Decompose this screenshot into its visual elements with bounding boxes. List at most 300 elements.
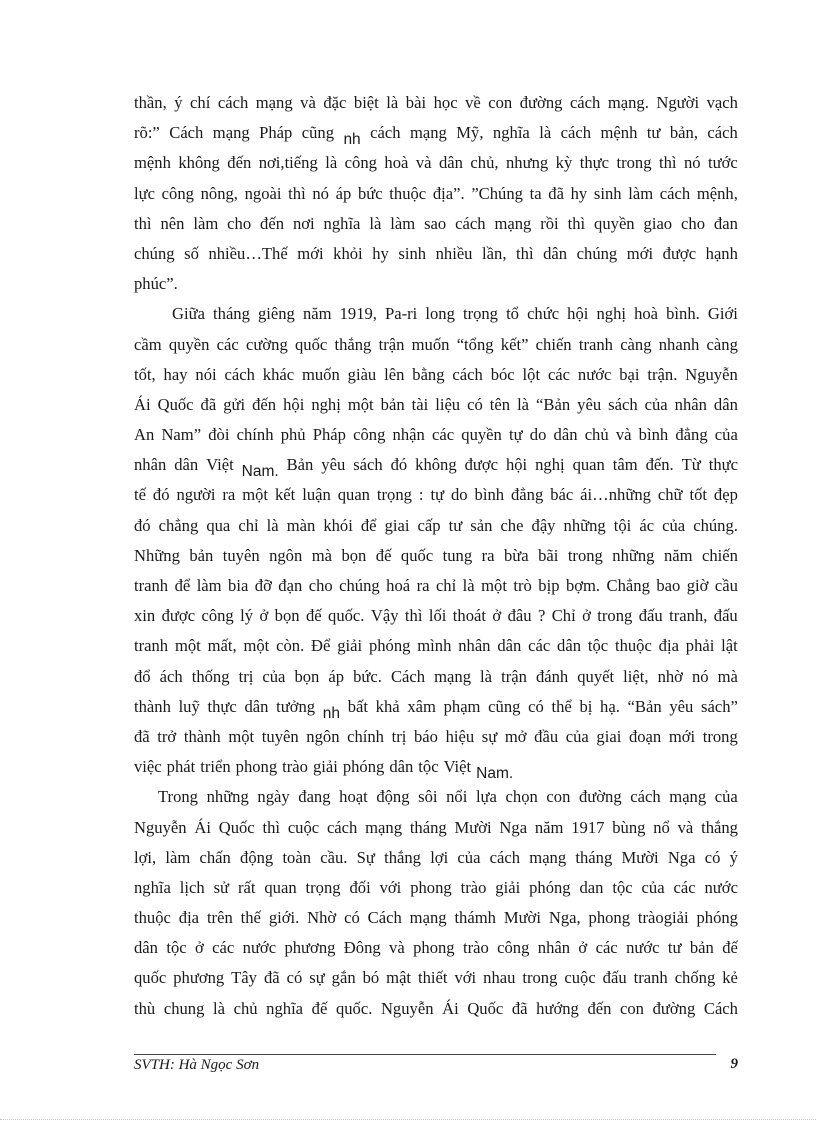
word: gắn xyxy=(331,968,356,988)
word: cuộc xyxy=(564,968,596,988)
word: nơi xyxy=(292,213,315,233)
word: cách xyxy=(370,123,401,143)
word: nên xyxy=(160,213,185,233)
word: quan xyxy=(337,485,370,505)
word: đường xyxy=(578,787,622,807)
word: thuộc xyxy=(389,183,427,203)
word: dân xyxy=(244,696,269,716)
word: ? xyxy=(537,606,546,626)
word: ý xyxy=(729,847,738,867)
footer-author: SVTH: Hà Ngọc Sơn xyxy=(134,1057,260,1073)
word: tự xyxy=(430,485,445,505)
word: phong xyxy=(235,757,278,777)
word: cầm xyxy=(134,334,162,354)
word: nhân xyxy=(134,455,167,475)
word: Người xyxy=(656,93,700,112)
word: sự xyxy=(309,968,325,988)
word: ở xyxy=(582,606,591,626)
word: bừa xyxy=(503,545,529,565)
word: không xyxy=(415,455,457,475)
word: bọn xyxy=(341,545,367,565)
word: xin xyxy=(134,606,156,626)
word: con xyxy=(546,787,571,807)
word: tuyên xyxy=(261,726,299,746)
word: mở xyxy=(504,726,527,746)
word: mạng xyxy=(409,908,447,928)
word: thì xyxy=(404,606,423,626)
word: Để xyxy=(311,636,331,656)
word: tuyên xyxy=(222,545,260,565)
word: đến. xyxy=(645,455,674,475)
word: áp xyxy=(335,183,352,203)
word: cuộc xyxy=(287,817,320,837)
word: Nguyễn xyxy=(134,817,187,837)
word: mất, xyxy=(207,636,237,656)
word: bằng xyxy=(412,364,445,384)
word: trong xyxy=(567,545,603,565)
word: phúc”. xyxy=(134,274,178,294)
word: nhiều…Thế xyxy=(208,243,288,263)
word: chức xyxy=(527,304,560,324)
text-line xyxy=(134,299,738,329)
word: ra xyxy=(416,576,430,595)
word: toàn xyxy=(282,847,312,867)
word: phóng xyxy=(696,908,738,928)
word: hội xyxy=(505,455,528,475)
word: chủ xyxy=(233,998,258,1018)
word: Ái xyxy=(134,394,151,414)
word: Nguyễn xyxy=(380,998,434,1018)
word: lên xyxy=(384,364,405,384)
word: quốc xyxy=(400,545,434,565)
word: sôi xyxy=(418,787,438,807)
word: một xyxy=(481,576,507,595)
word: một xyxy=(174,636,201,656)
text-line xyxy=(134,963,738,993)
word: đẹp xyxy=(713,485,738,505)
word: nổ xyxy=(653,817,670,837)
word: yêu xyxy=(321,455,346,475)
text-line xyxy=(134,752,738,782)
word: một xyxy=(347,394,374,414)
word: bình xyxy=(474,485,505,505)
word: hội xyxy=(283,394,305,414)
word: tư xyxy=(667,938,682,958)
word: dân xyxy=(543,243,568,263)
word: rất xyxy=(237,877,256,897)
word: chủ, xyxy=(470,153,499,173)
word: một xyxy=(243,636,270,656)
word: tế xyxy=(134,485,146,505)
word: ngôn xyxy=(306,726,340,746)
word: mạng xyxy=(669,787,707,807)
page-border-dotted xyxy=(0,1119,816,1120)
word: đến xyxy=(260,213,285,233)
word: quyền xyxy=(594,213,635,233)
word: thể xyxy=(551,696,572,716)
text-line xyxy=(134,480,738,510)
text-line xyxy=(134,722,738,752)
word: ngôn xyxy=(269,545,303,565)
word: tốt xyxy=(689,485,707,505)
word: bùng xyxy=(612,817,646,837)
text-line xyxy=(134,239,738,269)
word: hạnh xyxy=(705,243,738,263)
word: tổ xyxy=(506,304,519,324)
word: 1917 xyxy=(571,817,605,837)
word: những xyxy=(563,515,606,535)
word: mạng. xyxy=(607,93,649,112)
word: chỉ xyxy=(238,515,259,535)
word: Giữa xyxy=(172,304,205,324)
word: nhờ xyxy=(657,666,683,686)
word: càng xyxy=(620,334,652,354)
word: phủ xyxy=(280,425,306,445)
word: kỳ xyxy=(555,153,573,173)
word: sinh xyxy=(398,243,427,263)
word: báo xyxy=(413,726,438,746)
word: là xyxy=(517,394,530,414)
word: yêu xyxy=(577,394,602,414)
word: quốc. xyxy=(335,998,373,1018)
word: phương xyxy=(173,968,225,988)
word: về xyxy=(465,93,481,112)
word: thiết xyxy=(418,968,448,988)
word: đầu xyxy=(534,726,559,746)
word: nhân xyxy=(674,394,707,414)
word: Cách xyxy=(169,123,204,143)
word: đó xyxy=(152,485,170,505)
word: các xyxy=(547,364,571,384)
word: các xyxy=(595,938,618,958)
word: hạ. xyxy=(600,696,620,716)
word: của xyxy=(641,877,665,897)
word: ra xyxy=(222,485,236,505)
word: cách xyxy=(224,364,255,384)
word: hoà xyxy=(634,304,659,324)
word: cách xyxy=(630,787,661,807)
word: trọng xyxy=(305,877,341,897)
word: giai xyxy=(384,515,410,535)
word: Nam. xyxy=(241,463,279,481)
word: vạch xyxy=(706,93,738,112)
word: Quốc xyxy=(467,998,504,1018)
word: Mỹ, xyxy=(456,123,484,143)
word: của xyxy=(662,515,686,535)
word: trên xyxy=(206,908,233,928)
word: dân xyxy=(713,394,738,414)
text-line xyxy=(134,360,738,390)
word: chấn xyxy=(199,847,231,867)
word: đó xyxy=(134,515,151,535)
word: bia xyxy=(228,576,249,595)
word: những xyxy=(612,545,655,565)
word: đặc xyxy=(323,93,347,112)
word: phương xyxy=(284,938,336,958)
word: cách xyxy=(707,123,738,143)
word: các xyxy=(528,636,551,656)
word: ở xyxy=(578,938,588,958)
word: tung xyxy=(442,545,473,565)
word: của xyxy=(714,425,738,445)
word: trào xyxy=(462,938,489,958)
word: là xyxy=(369,213,382,233)
word: Nguyễn xyxy=(685,364,738,384)
word: Mười xyxy=(454,817,492,837)
word: động xyxy=(376,787,410,807)
word: Nga xyxy=(667,847,696,867)
word: việc xyxy=(134,757,162,777)
text-line xyxy=(134,813,738,843)
word: Cách xyxy=(703,998,738,1018)
word: 1919, xyxy=(339,304,377,324)
word: An xyxy=(134,425,155,445)
word: liệt, xyxy=(623,666,649,686)
word: nghị xyxy=(596,304,626,324)
word: Bản xyxy=(286,455,314,475)
word: có xyxy=(467,394,483,414)
word: bất xyxy=(347,696,368,716)
word: chúng xyxy=(576,243,618,263)
word: tranh xyxy=(134,576,169,595)
word: giải xyxy=(337,636,363,656)
word: phải xyxy=(685,636,715,656)
word: sách xyxy=(353,455,383,475)
word: bó xyxy=(362,968,380,988)
word: dân xyxy=(497,636,522,656)
word: ách xyxy=(159,666,183,686)
word: mệnh, xyxy=(696,183,738,203)
word: công xyxy=(344,153,377,173)
word: cho xyxy=(308,576,333,595)
word: thì xyxy=(288,183,306,203)
word: có xyxy=(704,847,721,867)
word: Ái xyxy=(194,817,211,837)
word: một xyxy=(228,726,255,746)
footer-divider xyxy=(134,1054,716,1055)
word: cấp xyxy=(417,515,441,535)
word: một xyxy=(242,485,269,505)
word: lợi, xyxy=(134,847,157,867)
word: trọng xyxy=(462,304,498,324)
word: “Bản xyxy=(536,394,571,414)
word: mạng xyxy=(212,123,250,143)
word: tộc xyxy=(418,757,439,777)
word: giải xyxy=(312,757,338,777)
word: nhân xyxy=(458,636,491,656)
word: tranh, xyxy=(669,606,708,626)
word: với xyxy=(379,877,402,897)
word: đã xyxy=(263,968,280,988)
word: đậy xyxy=(531,515,556,535)
word: lý xyxy=(240,606,254,626)
word: Nam. xyxy=(476,765,514,783)
word: địa xyxy=(178,908,200,928)
word: lần, xyxy=(482,243,507,263)
word: thành xyxy=(134,696,171,716)
word: Chỉ xyxy=(551,606,576,626)
body-text xyxy=(134,88,738,1024)
word: thần, xyxy=(134,93,167,112)
word: mạng xyxy=(409,123,447,143)
word: Cách xyxy=(367,908,402,928)
word: đạn xyxy=(278,576,303,595)
word: các xyxy=(216,334,239,354)
word: tháng xyxy=(213,304,250,324)
word: tốt, xyxy=(134,364,156,384)
word: tộc xyxy=(166,938,187,958)
word: nó xyxy=(683,153,701,173)
word: và xyxy=(677,817,694,837)
word: đường xyxy=(652,998,696,1018)
word: thì xyxy=(262,817,281,837)
word: nh xyxy=(322,704,341,722)
word: thuộc xyxy=(614,636,652,656)
word: cầu. xyxy=(320,847,348,867)
word: cách xyxy=(452,364,483,384)
text-line xyxy=(134,994,738,1024)
word: màn xyxy=(286,515,316,535)
word: chống xyxy=(674,968,716,988)
word: rõ:” xyxy=(134,123,160,143)
word: cách xyxy=(489,847,521,867)
word: giàu xyxy=(347,364,377,384)
word: thắng xyxy=(384,847,421,867)
word: chúng. xyxy=(693,515,738,535)
text-line xyxy=(134,903,738,933)
word: thành xyxy=(183,726,221,746)
word: tộc xyxy=(587,636,609,656)
word: tư xyxy=(448,515,463,535)
word: hoạt xyxy=(339,787,368,807)
word: con xyxy=(488,93,513,112)
text-line xyxy=(134,148,738,178)
word: dan xyxy=(579,877,604,897)
word: : xyxy=(418,485,424,505)
word: mạng xyxy=(494,213,532,233)
word: các xyxy=(431,425,455,445)
word: công xyxy=(201,606,234,626)
word: ý xyxy=(174,93,183,112)
word: bại xyxy=(619,364,640,384)
word: thực xyxy=(207,696,237,716)
word: chúng xyxy=(134,243,175,263)
word: Tây xyxy=(231,968,257,988)
word: thống xyxy=(191,666,230,686)
word: đường xyxy=(519,93,563,112)
word: chọn xyxy=(505,787,538,807)
word: phát xyxy=(166,757,196,777)
word: khói xyxy=(323,515,353,535)
word: có xyxy=(286,968,303,988)
word: đế xyxy=(311,998,328,1018)
word: làm xyxy=(165,847,191,867)
word: có xyxy=(344,908,360,928)
word: mà xyxy=(311,545,332,565)
word: nghĩa xyxy=(134,877,171,897)
word: sử xyxy=(213,877,230,897)
word: chiến xyxy=(535,334,572,354)
word: làm xyxy=(196,576,222,595)
word: giêng xyxy=(257,304,295,324)
word: ra xyxy=(481,545,495,565)
word: địa”. xyxy=(432,183,465,203)
text-line xyxy=(134,541,738,571)
word: tưởng xyxy=(276,696,316,716)
word: Nhờ xyxy=(307,908,337,928)
word: công xyxy=(497,938,530,958)
word: cách xyxy=(217,93,249,112)
word: trào xyxy=(460,877,487,897)
word: ngày xyxy=(257,787,290,807)
word: cũng xyxy=(301,123,334,143)
word: lột xyxy=(522,364,541,384)
word: chẳng xyxy=(158,515,199,535)
word: trở xyxy=(157,726,177,746)
word: số xyxy=(184,243,199,263)
word: trị xyxy=(391,726,407,746)
word: phóng xyxy=(342,757,385,777)
word: Giới xyxy=(707,304,738,324)
word: nhận xyxy=(392,425,425,445)
word: thì xyxy=(567,213,586,233)
word: bác xyxy=(550,485,574,505)
word: bản xyxy=(189,545,214,565)
word: chữ xyxy=(657,485,683,505)
word: trong xyxy=(702,726,738,746)
word: của xyxy=(457,847,481,867)
word: đế xyxy=(305,606,322,626)
word: của xyxy=(262,666,286,686)
word: nước xyxy=(577,364,612,384)
word: bức xyxy=(357,183,383,203)
word: cách xyxy=(569,93,601,112)
text-line xyxy=(134,511,738,541)
text-line xyxy=(134,662,738,692)
word: và xyxy=(300,93,316,112)
word: bọn xyxy=(274,606,300,626)
text-line xyxy=(134,209,738,239)
word: Pháp xyxy=(259,123,293,143)
word: trọng xyxy=(376,485,412,505)
page-number: 9 xyxy=(730,1056,738,1072)
word: Việt xyxy=(443,757,472,777)
word: nói xyxy=(195,364,217,384)
word: bị xyxy=(579,696,593,716)
word: bài xyxy=(405,93,427,112)
word: lối xyxy=(428,606,447,626)
word: bản, xyxy=(669,123,698,143)
word: đổ xyxy=(134,666,151,686)
word: tranh xyxy=(134,636,169,656)
word: thì xyxy=(658,153,677,173)
word: đã xyxy=(134,726,150,746)
word: ở xyxy=(195,938,204,958)
word: nghị xyxy=(311,394,341,414)
word: bình xyxy=(638,425,669,445)
word: trò xyxy=(513,576,532,595)
word: nhau xyxy=(483,968,516,988)
word: trận. xyxy=(647,364,678,384)
word: nghĩa xyxy=(266,998,304,1018)
word: quốc xyxy=(134,968,167,988)
word: nông, xyxy=(200,183,238,203)
word: mới xyxy=(626,243,654,263)
word: sách xyxy=(608,394,638,414)
word: hoá xyxy=(386,576,411,595)
word: nước xyxy=(626,938,660,958)
word: Nga xyxy=(499,817,528,837)
